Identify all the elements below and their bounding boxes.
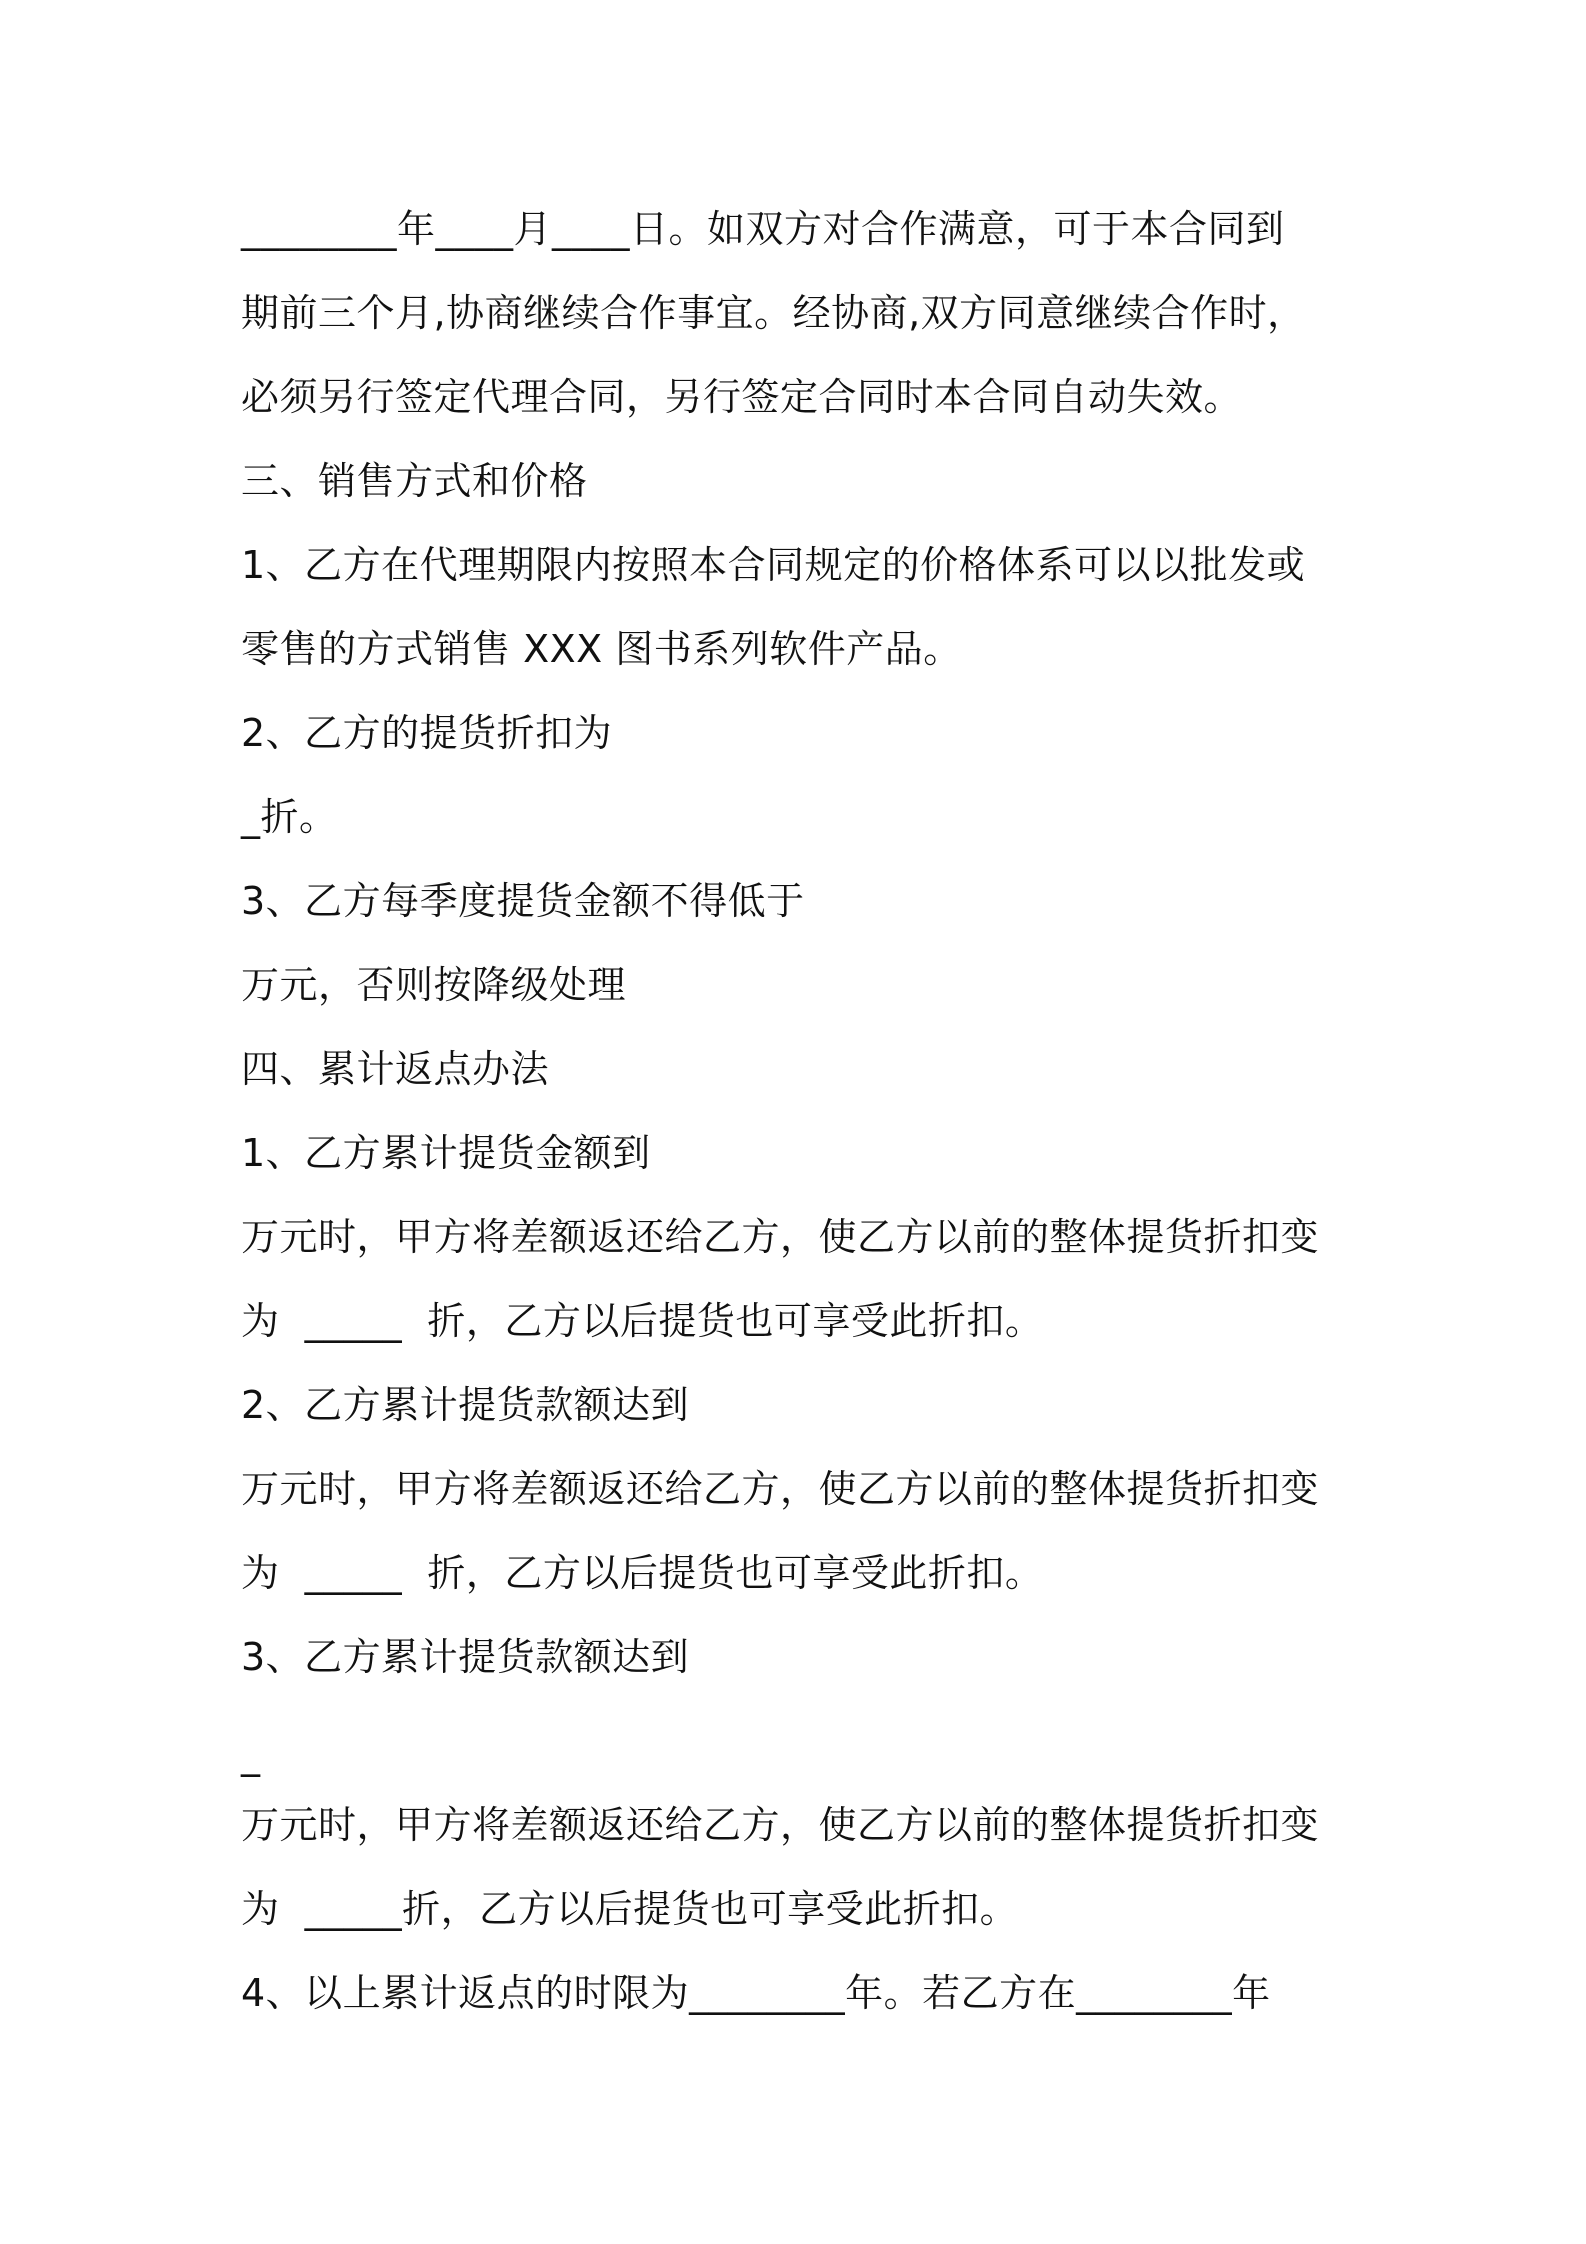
text-line-7: 2、乙方的提货折扣为 xyxy=(241,711,613,755)
text-line-3: 必须另行签定代理合同，另行签定合同时本合同自动失效。 xyxy=(241,375,1243,419)
text-line-22: 4、以上累计返点的时限为________年。若乙方在________年 xyxy=(241,1971,1271,2015)
section-heading-3: 三、销售方式和价格 xyxy=(241,459,588,503)
text-line-8: _折。 xyxy=(241,795,338,839)
text-line-5: 1、乙方在代理期限内按照本合同规定的价格体系可以以批发或 xyxy=(241,543,1306,587)
text-line-19: _ xyxy=(241,1733,261,1777)
text-line-13: 万元时，甲方将差额返还给乙方，使乙方以前的整体提货折扣变 xyxy=(241,1215,1320,1259)
text-line-14: 为 _____ 折，乙方以后提货也可享受此折扣。 xyxy=(241,1299,1044,1343)
text-line-21: 为 _____折，乙方以后提货也可享受此折扣。 xyxy=(241,1887,1019,1931)
text-line-9: 3、乙方每季度提货金额不得低于 xyxy=(241,879,805,923)
text-line-6: 零售的方式销售 XXX 图书系列软件产品。 xyxy=(241,627,962,671)
text-line-12: 1、乙方累计提货金额到 xyxy=(241,1131,651,1175)
text-line-18: 3、乙方累计提货款额达到 xyxy=(241,1635,690,1679)
text-line-10: 万元，否则按降级处理 xyxy=(241,963,627,1007)
text-line-20: 万元时，甲方将差额返还给乙方，使乙方以前的整体提货折扣变 xyxy=(241,1803,1320,1847)
text-line-1: ________年____月____日。如双方对合作满意，可于本合同到 xyxy=(241,207,1285,251)
text-line-15: 2、乙方累计提货款额达到 xyxy=(241,1383,690,1427)
text-line-2: 期前三个月,协商继续合作事宜。经协商,双方同意继续合作时， xyxy=(241,291,1306,335)
text-line-17: 为 _____ 折，乙方以后提货也可享受此折扣。 xyxy=(241,1551,1044,1595)
section-heading-4: 四、累计返点办法 xyxy=(241,1047,550,1091)
text-line-16: 万元时，甲方将差额返还给乙方，使乙方以前的整体提货折扣变 xyxy=(241,1467,1320,1511)
